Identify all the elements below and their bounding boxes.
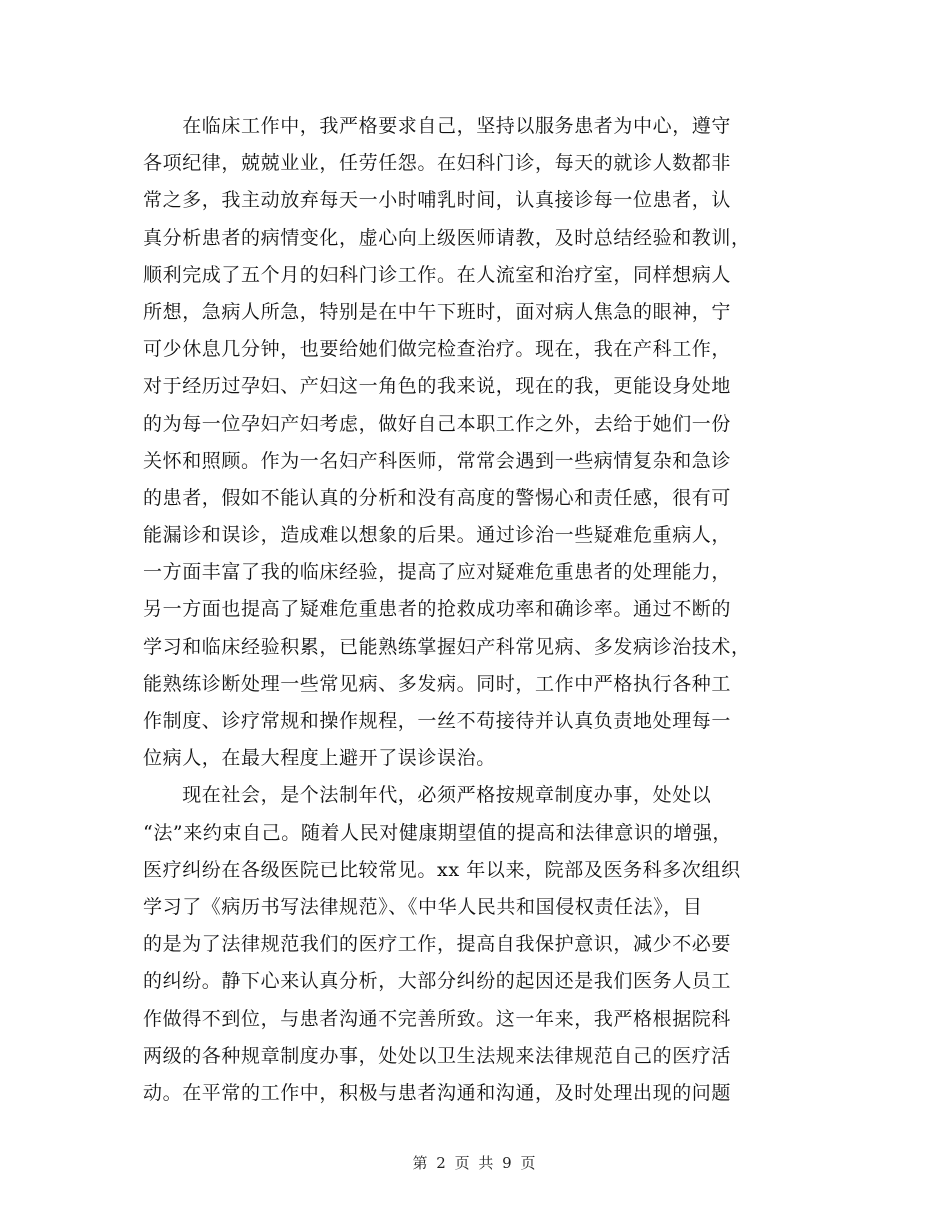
text-line: 顺利完成了五个月的妇科门诊工作。在人流室和治疗室，同样想病人 [143, 263, 732, 286]
text-line: 的患者，假如不能认真的分析和没有高度的警惕心和责任感，很有可 [143, 486, 732, 509]
text-line: 学习了《病历书写法律规范》、《中华人民共和国侵权责任法》，目 [143, 895, 703, 918]
text-line: 可少休息几分钟，也要给她们做完检查治疗。现在，我在产科工作， [143, 338, 732, 361]
text-line: 的是为了法律规范我们的医疗工作，提高自我保护意识，减少不必要 [143, 933, 732, 956]
text-line: 关怀和照顾。作为一名妇产科医师，常常会遇到一些病情复杂和急诊 [143, 449, 732, 472]
text-line: 位病人，在最大程度上避开了误诊误治。 [143, 747, 496, 770]
text-line: 医疗纠纷在各级医院已比较常见。xx 年以来，院部及医务科多次组织 [143, 858, 741, 881]
text-line: 的为每一位孕妇产妇考虑，做好自己本职工作之外，去给于她们一份 [143, 412, 732, 435]
text-line: 在临床工作中，我严格要求自己，坚持以服务患者为中心，遵守 [143, 115, 732, 137]
paragraph-2 [143, 777, 803, 1112]
text-line: 所想，急病人所急，特别是在中午下班时，面对病人焦急的眼神，宁 [143, 300, 732, 323]
body-text [143, 108, 803, 1112]
text-line: 两级的各种规章制度办事，处处以卫生法规来法律规范自己的医疗活 [143, 1044, 732, 1067]
text-line: 能漏诊和误诊，造成难以想象的后果。通过诊治一些疑难危重病人， [143, 524, 732, 547]
text-line: 能熟练诊断处理一些常见病、多发病。同时，工作中严格执行各种工 [143, 672, 732, 695]
text-line: 的纠纷。静下心来认真分析，大部分纠纷的起因还是我们医务人员工 [143, 970, 732, 993]
text-line: “法”来约束自己。随着人民对健康期望值的提高和法律意识的增强， [143, 821, 733, 844]
text-line: 一方面丰富了我的临床经验，提高了应对疑难危重患者的处理能力， [143, 561, 732, 584]
paragraph-1 [143, 108, 803, 777]
text-line: 动。在平常的工作中，积极与患者沟通和沟通，及时处理出现的问题 [143, 1081, 732, 1104]
text-line: 作做得不到位，与患者沟通不完善所致。这一年来，我严格根据院科 [143, 1007, 732, 1030]
text-line: 各项纪律，兢兢业业，任劳任怨。在妇科门诊，每天的就诊人数都非 [143, 152, 732, 175]
text-line: 常之多，我主动放弃每天一小时哺乳时间，认真接诊每一位患者，认 [143, 189, 732, 212]
text-line: 学习和临床经验积累，已能熟练掌握妇产科常见病、多发病诊治技术， [143, 635, 751, 658]
text-line: 作制度、诊疗常规和操作规程，一丝不苟接待并认真负责地处理每一 [143, 710, 732, 732]
page-number-footer: 第 2 页 共 9 页 [412, 1154, 538, 1172]
text-line: 真分析患者的病情变化，虚心向上级医师请教，及时总结经验和教训， [143, 226, 751, 249]
text-line: 现在社会，是个法制年代，必须严格按规章制度办事，处处以 [143, 784, 712, 807]
text-line: 另一方面也提高了疑难危重患者的抢救成功率和确诊率。通过不断的 [143, 598, 732, 621]
text-line: 对于经历过孕妇、产妇这一角色的我来说，现在的我，更能设身处地 [143, 375, 732, 398]
